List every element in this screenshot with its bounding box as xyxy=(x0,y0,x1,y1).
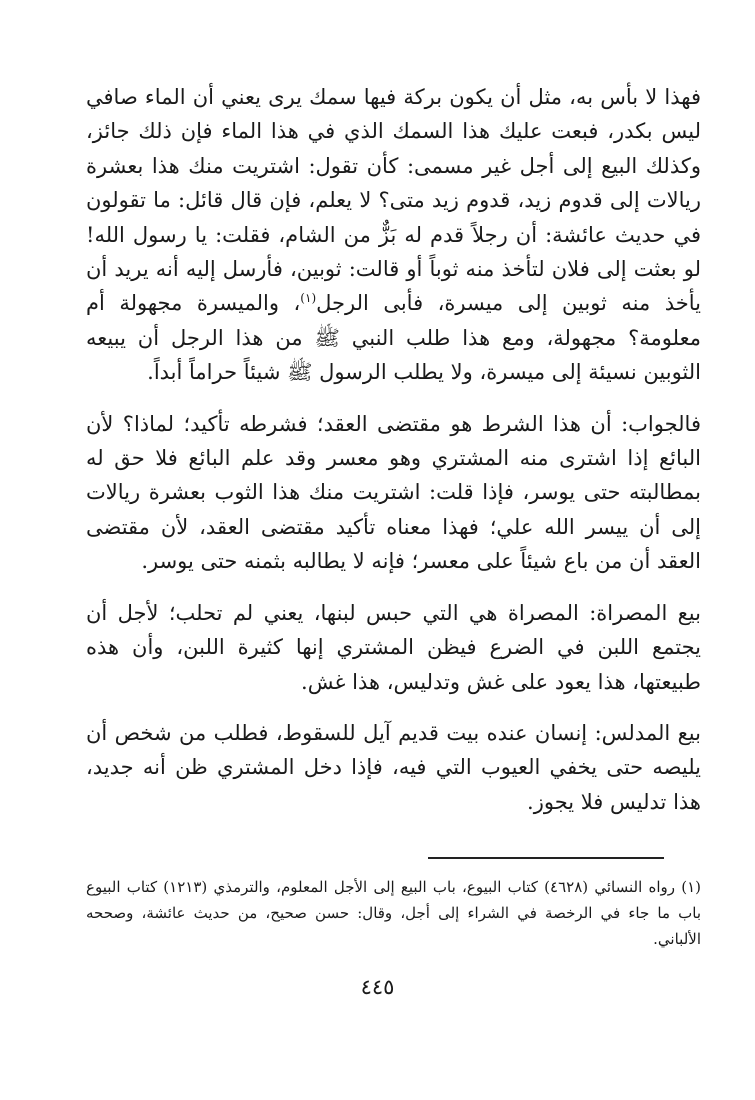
paragraph xyxy=(86,80,701,390)
paragraph-text: فهذا لا بأس به، مثل أن يكون بركة فيها سمك يرى يعني أن الماء صافي ليس بكدر، فبعت عليك هذا السمك الذي في هذا الماء فإن ذلك جائز، وكذلك البيع إلى أجل غير مسمى: كأن تقول: اشتريت منك هذا بعشرة ريالات إلى قدوم زيد، قدوم زيد متى؟ لا يعلم، فإن قال قائل: ما تقولون في حديث عائشة: أن رجلاً قدم له بَزٌّ من الشام، فقلت: يا رسول الله! لو بعثت إلى فلان لتأخذ منه ثوباً أو قالت: ثوبين، فأرسل إليه أنه يريد أن يأخذ منه ثوبين إلى ميسرة، فأبى الرجل xyxy=(86,85,702,316)
paragraph: فالجواب: أن هذا الشرط هو مقتضى العقد؛ فشرطه تأكيد؛ لماذا؟ لأن البائع إذا اشترى منه المشتري وهو معسر وقد علم البائع فلا حق له بمطالبته حتى يوسر، فإذا قلت: اشتريت منك هذا الثوب بعشرة ريالات إلى أن ييسر الله علي؛ فهذا معناه تأكيد مقتضى العقد، لأن مقتضى العقد أن من باع شيئاً على معسر؛ فإنه لا يطالبه بثمنه حتى يوسر. xyxy=(86,411,701,574)
paragraph-text: ، والميسرة مجهولة أم معلومة؟ مجهولة، ومع هذا طلب النبي ﷺ من هذا الرجل أن يبيعه الثوبين نسيئة إلى ميسرة، ولا يطلب الرسول ﷺ شيئاً حراماً أبداً. xyxy=(86,291,701,385)
main-text xyxy=(86,80,701,819)
paragraph: بيع المصراة: المصراة هي التي حبس لبنها، يعني لم تحلب؛ لأجل أن يجتمع اللبن في الضرع فيظن المشتري إنها كثيرة اللبن، وأن هذه طبيعتها، هذا يعود على غش وتدليس، هذا غش. xyxy=(86,600,701,694)
page-number: ٤٤٥ xyxy=(360,975,395,999)
footnote-text: (١) رواه النسائي (٤٦٢٨) كتاب البيوع، باب البيع إلى الأجل المعلوم، والترمذي (١٢١٣) كتاب البيوع باب ما جاء في الرخصة في الشراء إلى أجل، وقال: حسن صحيح، من حديث عائشة، وصححه الألباني. xyxy=(86,878,701,948)
footnote-reference: (١) xyxy=(300,291,317,306)
footnote-separator xyxy=(428,857,664,859)
footnote xyxy=(86,874,701,952)
paragraph: بيع المدلس: إنسان عنده بيت قديم آيل للسقوط، فطلب من شخص أن يليصه حتى يخفي العيوب التي فيه، فإذا دخل المشتري ظن أنه جديد، هذا تدليس فلا يجوز. xyxy=(86,720,701,814)
